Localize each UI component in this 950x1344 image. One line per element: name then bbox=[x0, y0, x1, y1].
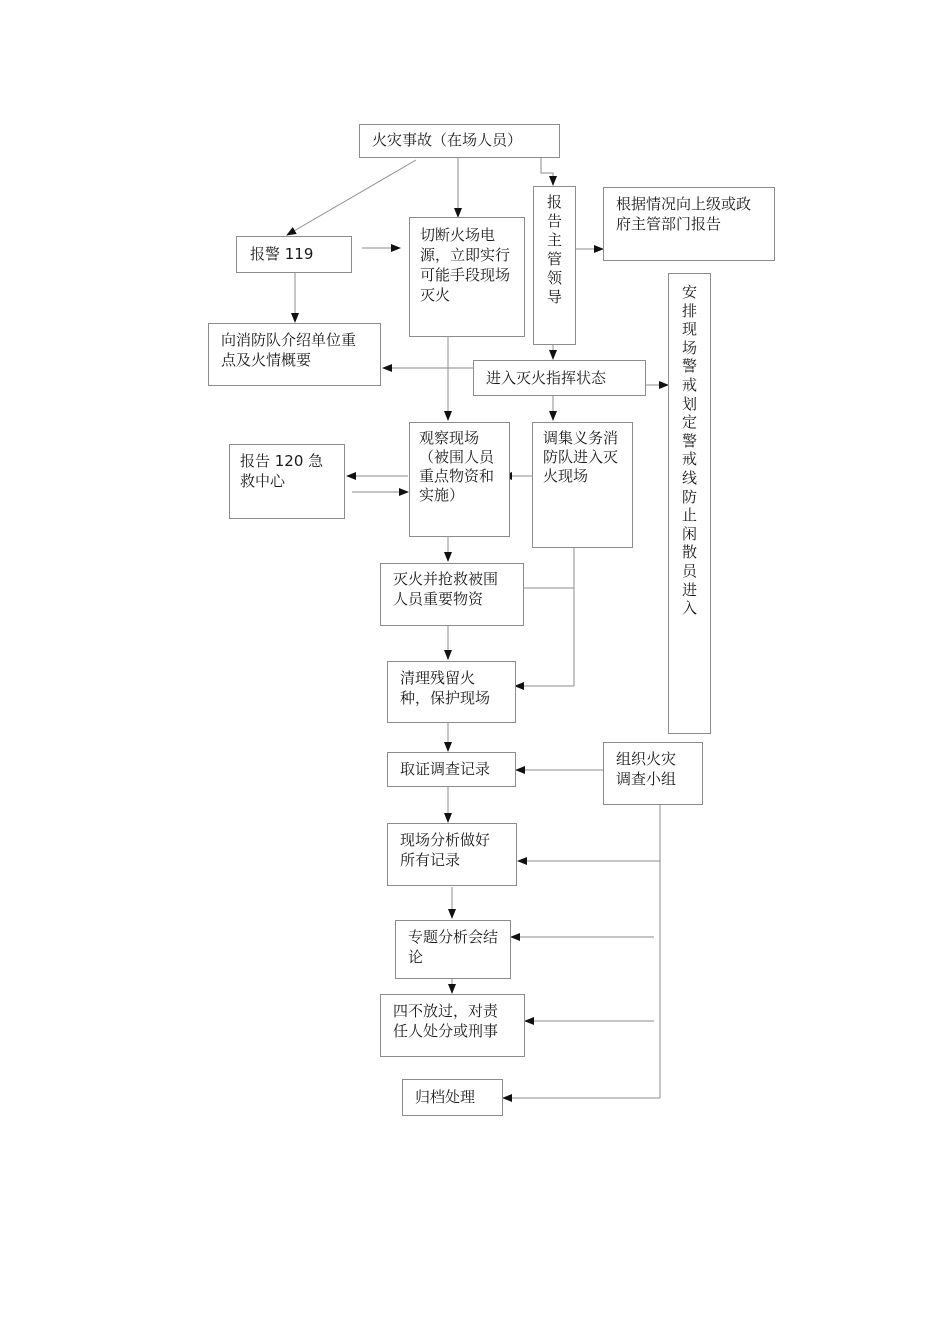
node-observe-scene bbox=[409, 422, 510, 537]
node-fire-incident-label: 火灾事故（在场人员） bbox=[372, 131, 523, 149]
node-report-gov bbox=[603, 187, 775, 261]
node-volunteer-team bbox=[532, 422, 633, 548]
node-analysis-records bbox=[387, 823, 517, 886]
node-clear-embers-label: 清理残留火种，保护现场 bbox=[400, 669, 491, 707]
node-archive-label: 归档处理 bbox=[415, 1088, 476, 1106]
node-report-gov-label: 根据情况向上级或政府主管部门报告 bbox=[616, 195, 752, 233]
arrow-incident-to-119 bbox=[287, 160, 416, 235]
node-evidence bbox=[387, 752, 516, 787]
node-command-state bbox=[473, 360, 646, 396]
node-special-meeting-label: 专题分析会结论 bbox=[408, 928, 499, 966]
node-brief-fire-dept bbox=[208, 323, 381, 386]
node-report-leader bbox=[533, 186, 576, 345]
node-analysis-records-label: 现场分析做好所有记录 bbox=[400, 831, 491, 869]
node-cut-power bbox=[409, 217, 525, 337]
node-clear-embers bbox=[387, 661, 516, 723]
node-rescue bbox=[380, 563, 524, 626]
node-investigation-team-label: 组织火灾调查小组 bbox=[616, 750, 677, 788]
node-fire-incident bbox=[359, 124, 560, 158]
node-report-120-label: 报告 120 急救中心 bbox=[240, 452, 324, 490]
node-brief-fire-dept-label: 向消防队介绍单位重点及火情概要 bbox=[221, 331, 357, 369]
node-volunteer-team-label: 调集义务消防队进入灭火现场 bbox=[543, 429, 619, 485]
node-report-120 bbox=[229, 444, 345, 519]
node-special-meeting bbox=[395, 920, 511, 979]
node-call-119 bbox=[236, 236, 352, 273]
node-cordon-label: 安排现场警戒划定警戒线防止闲散员进入 bbox=[681, 283, 697, 618]
node-call-119-label: 报警 119 bbox=[250, 245, 314, 263]
node-archive bbox=[402, 1079, 503, 1116]
node-cordon bbox=[668, 273, 711, 734]
arrow-incident-to-leader bbox=[541, 158, 553, 185]
node-cut-power-label: 切断火场电源，立即实行可能手段现场灭火 bbox=[420, 226, 511, 304]
node-investigation-team bbox=[603, 742, 703, 805]
node-evidence-label: 取证调查记录 bbox=[400, 760, 491, 778]
node-four-no-release bbox=[380, 994, 525, 1057]
node-rescue-label: 灭火并抢救被围人员重要物资 bbox=[393, 570, 499, 608]
node-four-no-release-label: 四不放过，对责任人处分或刑事 bbox=[393, 1002, 499, 1040]
node-command-state-label: 进入灭火指挥状态 bbox=[486, 369, 607, 387]
node-observe-scene-label: 观察现场（被围人员重点物资和实施） bbox=[419, 429, 495, 504]
node-report-leader-label: 报告主管领导 bbox=[546, 193, 562, 306]
